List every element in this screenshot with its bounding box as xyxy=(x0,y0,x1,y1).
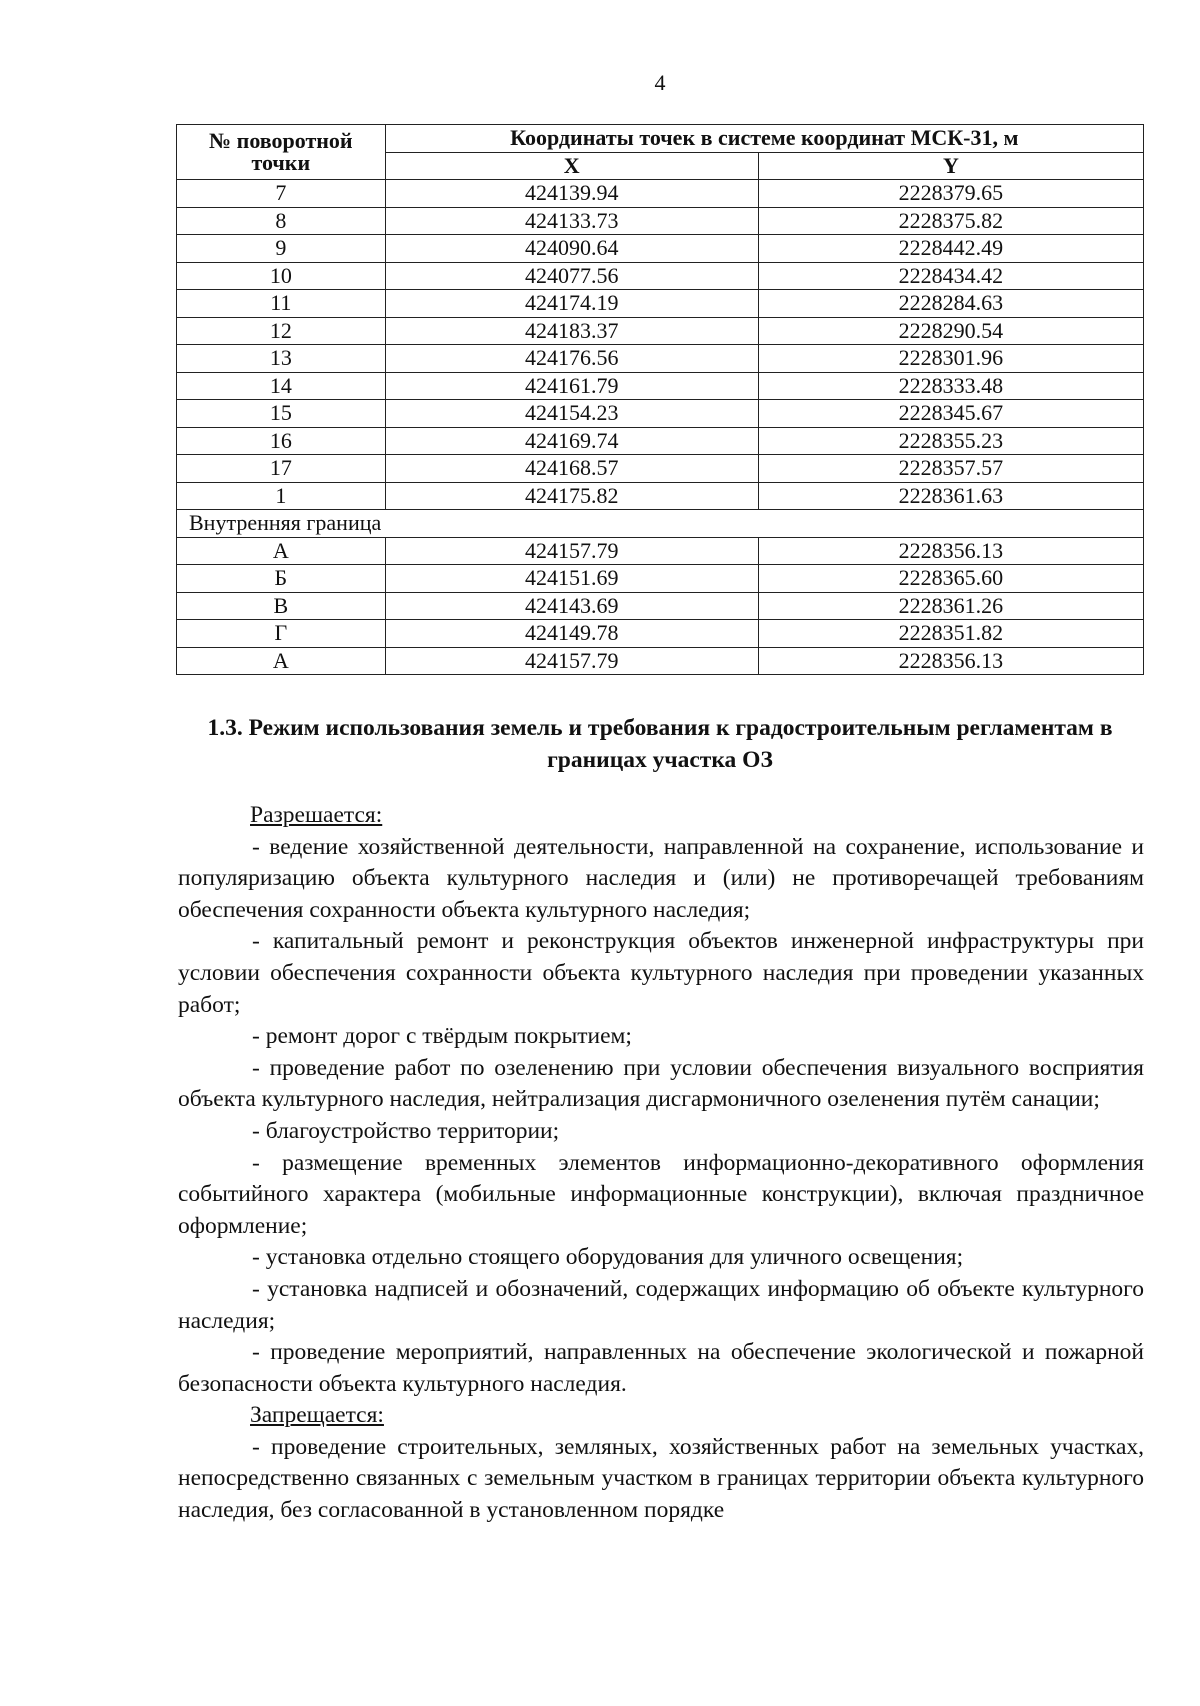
table-row xyxy=(177,290,1144,318)
table-row xyxy=(177,647,1144,675)
allowed-item: - размещение временных элементов информационно-декоративного оформления событийного характера (мобильные информационные конструкции), включая праздничное оформление; xyxy=(178,1149,1144,1239)
point-cell: В xyxy=(177,592,386,620)
y-coordinate-cell: 2228357.57 xyxy=(758,455,1143,483)
y-coordinate-cell: 2228333.48 xyxy=(758,372,1143,400)
coordinates-group-header: Координаты точек в системе координат МСК-31, м xyxy=(385,125,1143,153)
x-coordinate-cell: 424183.37 xyxy=(385,317,758,345)
table-row xyxy=(177,537,1144,565)
allowed-list xyxy=(178,832,1144,1401)
allowed-item: - проведение работ по озеленению при условии обеспечения визуального восприятия объекта культурного наследия, нейтрализация дисгармоничного озеленения путём санации; xyxy=(178,1054,1144,1113)
y-coordinate-cell: 2228345.67 xyxy=(758,400,1143,428)
x-coordinate-cell: 424176.56 xyxy=(385,345,758,373)
x-coordinate-cell: 424077.56 xyxy=(385,262,758,290)
y-coordinate-cell: 2228361.26 xyxy=(758,592,1143,620)
table-row xyxy=(177,592,1144,620)
table-row xyxy=(177,207,1144,235)
point-cell: 16 xyxy=(177,427,386,455)
x-coordinate-cell: 424157.79 xyxy=(385,537,758,565)
section-title: 1.3. Режим использования земель и требования к градостроительным регламентам в границах участка ОЗ xyxy=(207,715,1113,773)
inner-boundary-label: Внутренняя граница xyxy=(177,510,1144,538)
table-row xyxy=(177,455,1144,483)
y-coordinate-cell: 2228375.82 xyxy=(758,207,1143,235)
allowed-item: - проведение мероприятий, направленных на обеспечение экологической и пожарной безопасности объекта культурного наследия. xyxy=(178,1339,1144,1397)
x-coordinate-cell: 424161.79 xyxy=(385,372,758,400)
point-cell: 14 xyxy=(177,372,386,400)
allowed-item: - ремонт дорог с твёрдым покрытием; xyxy=(252,1023,632,1050)
point-cell: 17 xyxy=(177,455,386,483)
prohibited-label: Запрещается: xyxy=(250,1402,384,1429)
y-coordinate-cell: 2228351.82 xyxy=(758,620,1143,648)
y-coordinate-cell: 2228379.65 xyxy=(758,180,1143,208)
x-coordinate-cell: 424143.69 xyxy=(385,592,758,620)
point-cell: 1 xyxy=(177,482,386,510)
coordinates-table xyxy=(176,124,1144,675)
point-cell: Г xyxy=(177,620,386,648)
x-coordinate-cell: 424139.94 xyxy=(385,180,758,208)
y-coordinate-cell: 2228365.60 xyxy=(758,565,1143,593)
x-coordinate-cell: 424149.78 xyxy=(385,620,758,648)
y-coordinate-cell: 2228361.63 xyxy=(758,482,1143,510)
point-cell: 8 xyxy=(177,207,386,235)
outer-boundary-rows xyxy=(177,180,1144,510)
x-coordinate-cell: 424154.23 xyxy=(385,400,758,428)
point-cell: 13 xyxy=(177,345,386,373)
allowed-item: - ведение хозяйственной деятельности, направленной на сохранение, использование и популяризацию объекта культурного наследия и (или) не противоречащей требованиям обеспечения сохранности объекта культурного наследия; xyxy=(178,833,1144,923)
y-coordinate-cell: 2228442.49 xyxy=(758,235,1143,263)
point-cell: 15 xyxy=(177,400,386,428)
table-row xyxy=(177,235,1144,263)
allowed-label: Разрешается: xyxy=(250,802,383,828)
table-row xyxy=(177,427,1144,455)
table-row xyxy=(177,482,1144,510)
table-row xyxy=(177,400,1144,428)
table-row xyxy=(177,345,1144,373)
table-row xyxy=(177,180,1144,208)
x-coordinate-cell: 424174.19 xyxy=(385,290,758,318)
section-body xyxy=(178,800,1144,1527)
point-cell: 12 xyxy=(177,317,386,345)
prohibited-item: - проведение строительных, земляных, хозяйственных работ на земельных участках, непосредственно связанных с земельным участком в границах территории объекта культурного наследия, без согласованной в установленном порядке xyxy=(178,1433,1144,1524)
prohibited-list xyxy=(178,1432,1144,1527)
table-row xyxy=(177,262,1144,290)
x-coordinate-cell: 424157.79 xyxy=(385,647,758,675)
x-coordinate-cell: 424168.57 xyxy=(385,455,758,483)
x-coordinate-cell: 424090.64 xyxy=(385,235,758,263)
point-cell: А xyxy=(177,647,386,675)
y-coordinate-cell: 2228301.96 xyxy=(758,345,1143,373)
x-coordinate-cell: 424133.73 xyxy=(385,207,758,235)
allowed-item: - капитальный ремонт и реконструкция объектов инженерной инфраструктуры при условии обеспечения сохранности объекта культурного наследия при проведении указанных работ; xyxy=(178,928,1144,1018)
point-cell: 9 xyxy=(177,235,386,263)
table-row xyxy=(177,620,1144,648)
point-cell: 7 xyxy=(177,180,386,208)
page-number: 4 xyxy=(654,70,666,95)
x-coordinate-cell: 424169.74 xyxy=(385,427,758,455)
y-coordinate-cell: 2228290.54 xyxy=(758,317,1143,345)
y-coordinate-cell: 2228356.13 xyxy=(758,647,1143,675)
point-column-header: № поворотной точки xyxy=(177,125,386,180)
allowed-item: - установка отдельно стоящего оборудования для уличного освещения; xyxy=(252,1244,964,1271)
x-column-header: X xyxy=(385,152,758,180)
point-cell: А xyxy=(177,537,386,565)
x-coordinate-cell: 424151.69 xyxy=(385,565,758,593)
table-row xyxy=(177,565,1144,593)
point-cell: 10 xyxy=(177,262,386,290)
table-row xyxy=(177,372,1144,400)
inner-boundary-section-row xyxy=(177,510,1144,538)
table-row xyxy=(177,317,1144,345)
y-coordinate-cell: 2228434.42 xyxy=(758,262,1143,290)
x-coordinate-cell: 424175.82 xyxy=(385,482,758,510)
allowed-item: - благоустройство территории; xyxy=(252,1117,560,1144)
y-coordinate-cell: 2228356.13 xyxy=(758,537,1143,565)
y-column-header: Y xyxy=(758,152,1143,180)
y-coordinate-cell: 2228284.63 xyxy=(758,290,1143,318)
point-cell: Б xyxy=(177,565,386,593)
y-coordinate-cell: 2228355.23 xyxy=(758,427,1143,455)
point-cell: 11 xyxy=(177,290,386,318)
inner-boundary-rows xyxy=(177,537,1144,675)
allowed-item: - установка надписей и обозначений, содержащих информацию об объекте культурного наследия; xyxy=(178,1275,1144,1334)
